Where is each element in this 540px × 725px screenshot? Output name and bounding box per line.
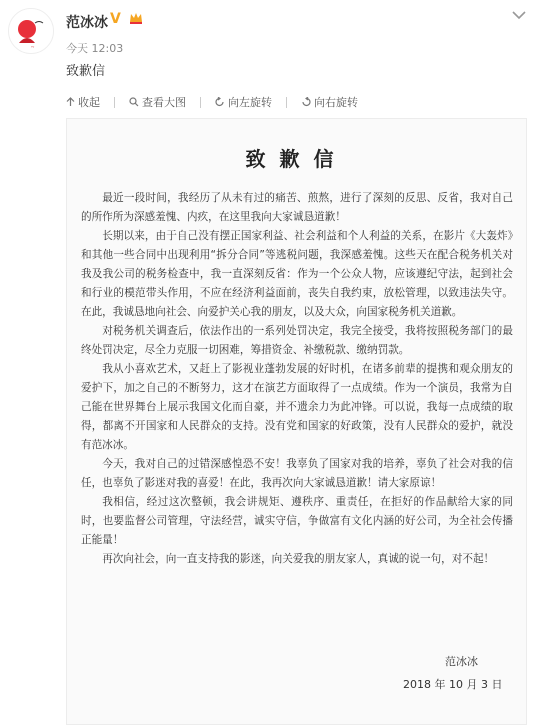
rotate-right-button[interactable] <box>301 94 358 110</box>
username[interactable]: 范冰冰 <box>66 15 108 31</box>
letter-paragraph: 我从小喜欢艺术，又赶上了影视业蓬勃发展的好时机，在诸多前辈的提携和观众朋友的爱护下，加之自己的不断努力，这才在演艺方面取得了一点成绩。作为一个演员，我常为自己能在世界舞台上展示我国文化而自豪，并不遗余力为此冲锋。可以说，我每一点成绩的取得，都离不开国家和人民群众的支持。没有党和国家的好政策，没有人民群众的爱护，就没有范冰冰。 <box>81 363 513 451</box>
image-toolbar <box>66 91 540 113</box>
letter-paragraph: 再次向社会，向一直支持我的影迷，向关爱我的朋友家人，真诚的说一句，对不起！ <box>102 553 495 565</box>
view-large-button[interactable] <box>129 94 186 110</box>
rotate-left-label: 向左旋转 <box>228 96 272 109</box>
letter-paragraph: 最近一段时间，我经历了从未有过的痛苦、煎熬，进行了深刻的反思、反省，我对自己的所作所为深感羞愧、内疚，在这里我向大家诚恳道歉！ <box>81 192 513 223</box>
letter-paragraph: 对税务机关调查后，依法作出的一系列处罚决定，我完全接受，我将按照税务部门的最终处罚决定，尽全力克服一切困难，筹措资金、补缴税款、缴纳罚款。 <box>81 325 513 356</box>
toolbar-divider <box>200 97 201 108</box>
letter-body <box>81 189 513 569</box>
magnifier-icon <box>129 97 139 107</box>
toolbar-divider <box>114 97 115 108</box>
rotate-right-label: 向右旋转 <box>314 96 358 109</box>
letter-date: 2018 年 10 月 3 日 <box>403 678 503 691</box>
crown-icon <box>128 10 144 26</box>
letter-image[interactable] <box>66 118 527 725</box>
post-header <box>0 0 540 90</box>
letter-paragraph: 长期以来，由于自己没有摆正国家利益、社会利益和个人利益的关系，在影片《大轰炸》和其他一些合同中出现利用“拆分合同”等逃税问题，我深感羞愧。这些天在配合税务机关对我及我公司的税务检查中，我一直深刻反省：作为一个公众人物，应该遵纪守法，起到社会和行业的模范带头作用，不应在经济利益面前，丧失自我约束，放松管理，以致违法失守。在此，我诚恳地向社会、向爱护关心我的朋友，以及大众，向国家税务机关道歉。 <box>81 230 513 318</box>
rotate-left-button[interactable] <box>215 94 272 110</box>
avatar[interactable] <box>8 8 54 54</box>
letter-title: 致歉信 <box>245 147 348 171</box>
collapse-label: 收起 <box>78 96 100 109</box>
view-large-label: 查看大图 <box>142 96 186 109</box>
letter-paragraph: 我相信，经过这次整顿，我会讲规矩、遵秩序、重责任，在拒好的作品献给大家的同时，也要监督公司管理，守法经营，诚实守信，争做富有文化内涵的好公司，为全社会传播正能量！ <box>81 496 513 546</box>
toolbar-divider <box>286 97 287 108</box>
chevron-down-icon[interactable] <box>512 10 526 20</box>
post-time[interactable]: 今天 12:03 <box>66 42 124 55</box>
letter-paragraph: 今天，我对自己的过错深感惶恐不安！我辜负了国家对我的培养，辜负了社会对我的信任，也辜负了影迷对我的喜爱！在此，我再次向大家诚恳道歉！请大家原谅！ <box>81 458 513 489</box>
rotate-right-icon <box>301 97 311 107</box>
collapse-button[interactable] <box>66 94 100 110</box>
rotate-left-icon <box>215 97 225 107</box>
svg-text:~: ~ <box>31 45 35 51</box>
letter-signature: 范冰冰 <box>445 655 478 668</box>
collapse-arrow-icon <box>66 97 75 107</box>
verified-v-icon: V <box>110 11 121 27</box>
post-text: 致歉信 <box>66 64 106 79</box>
